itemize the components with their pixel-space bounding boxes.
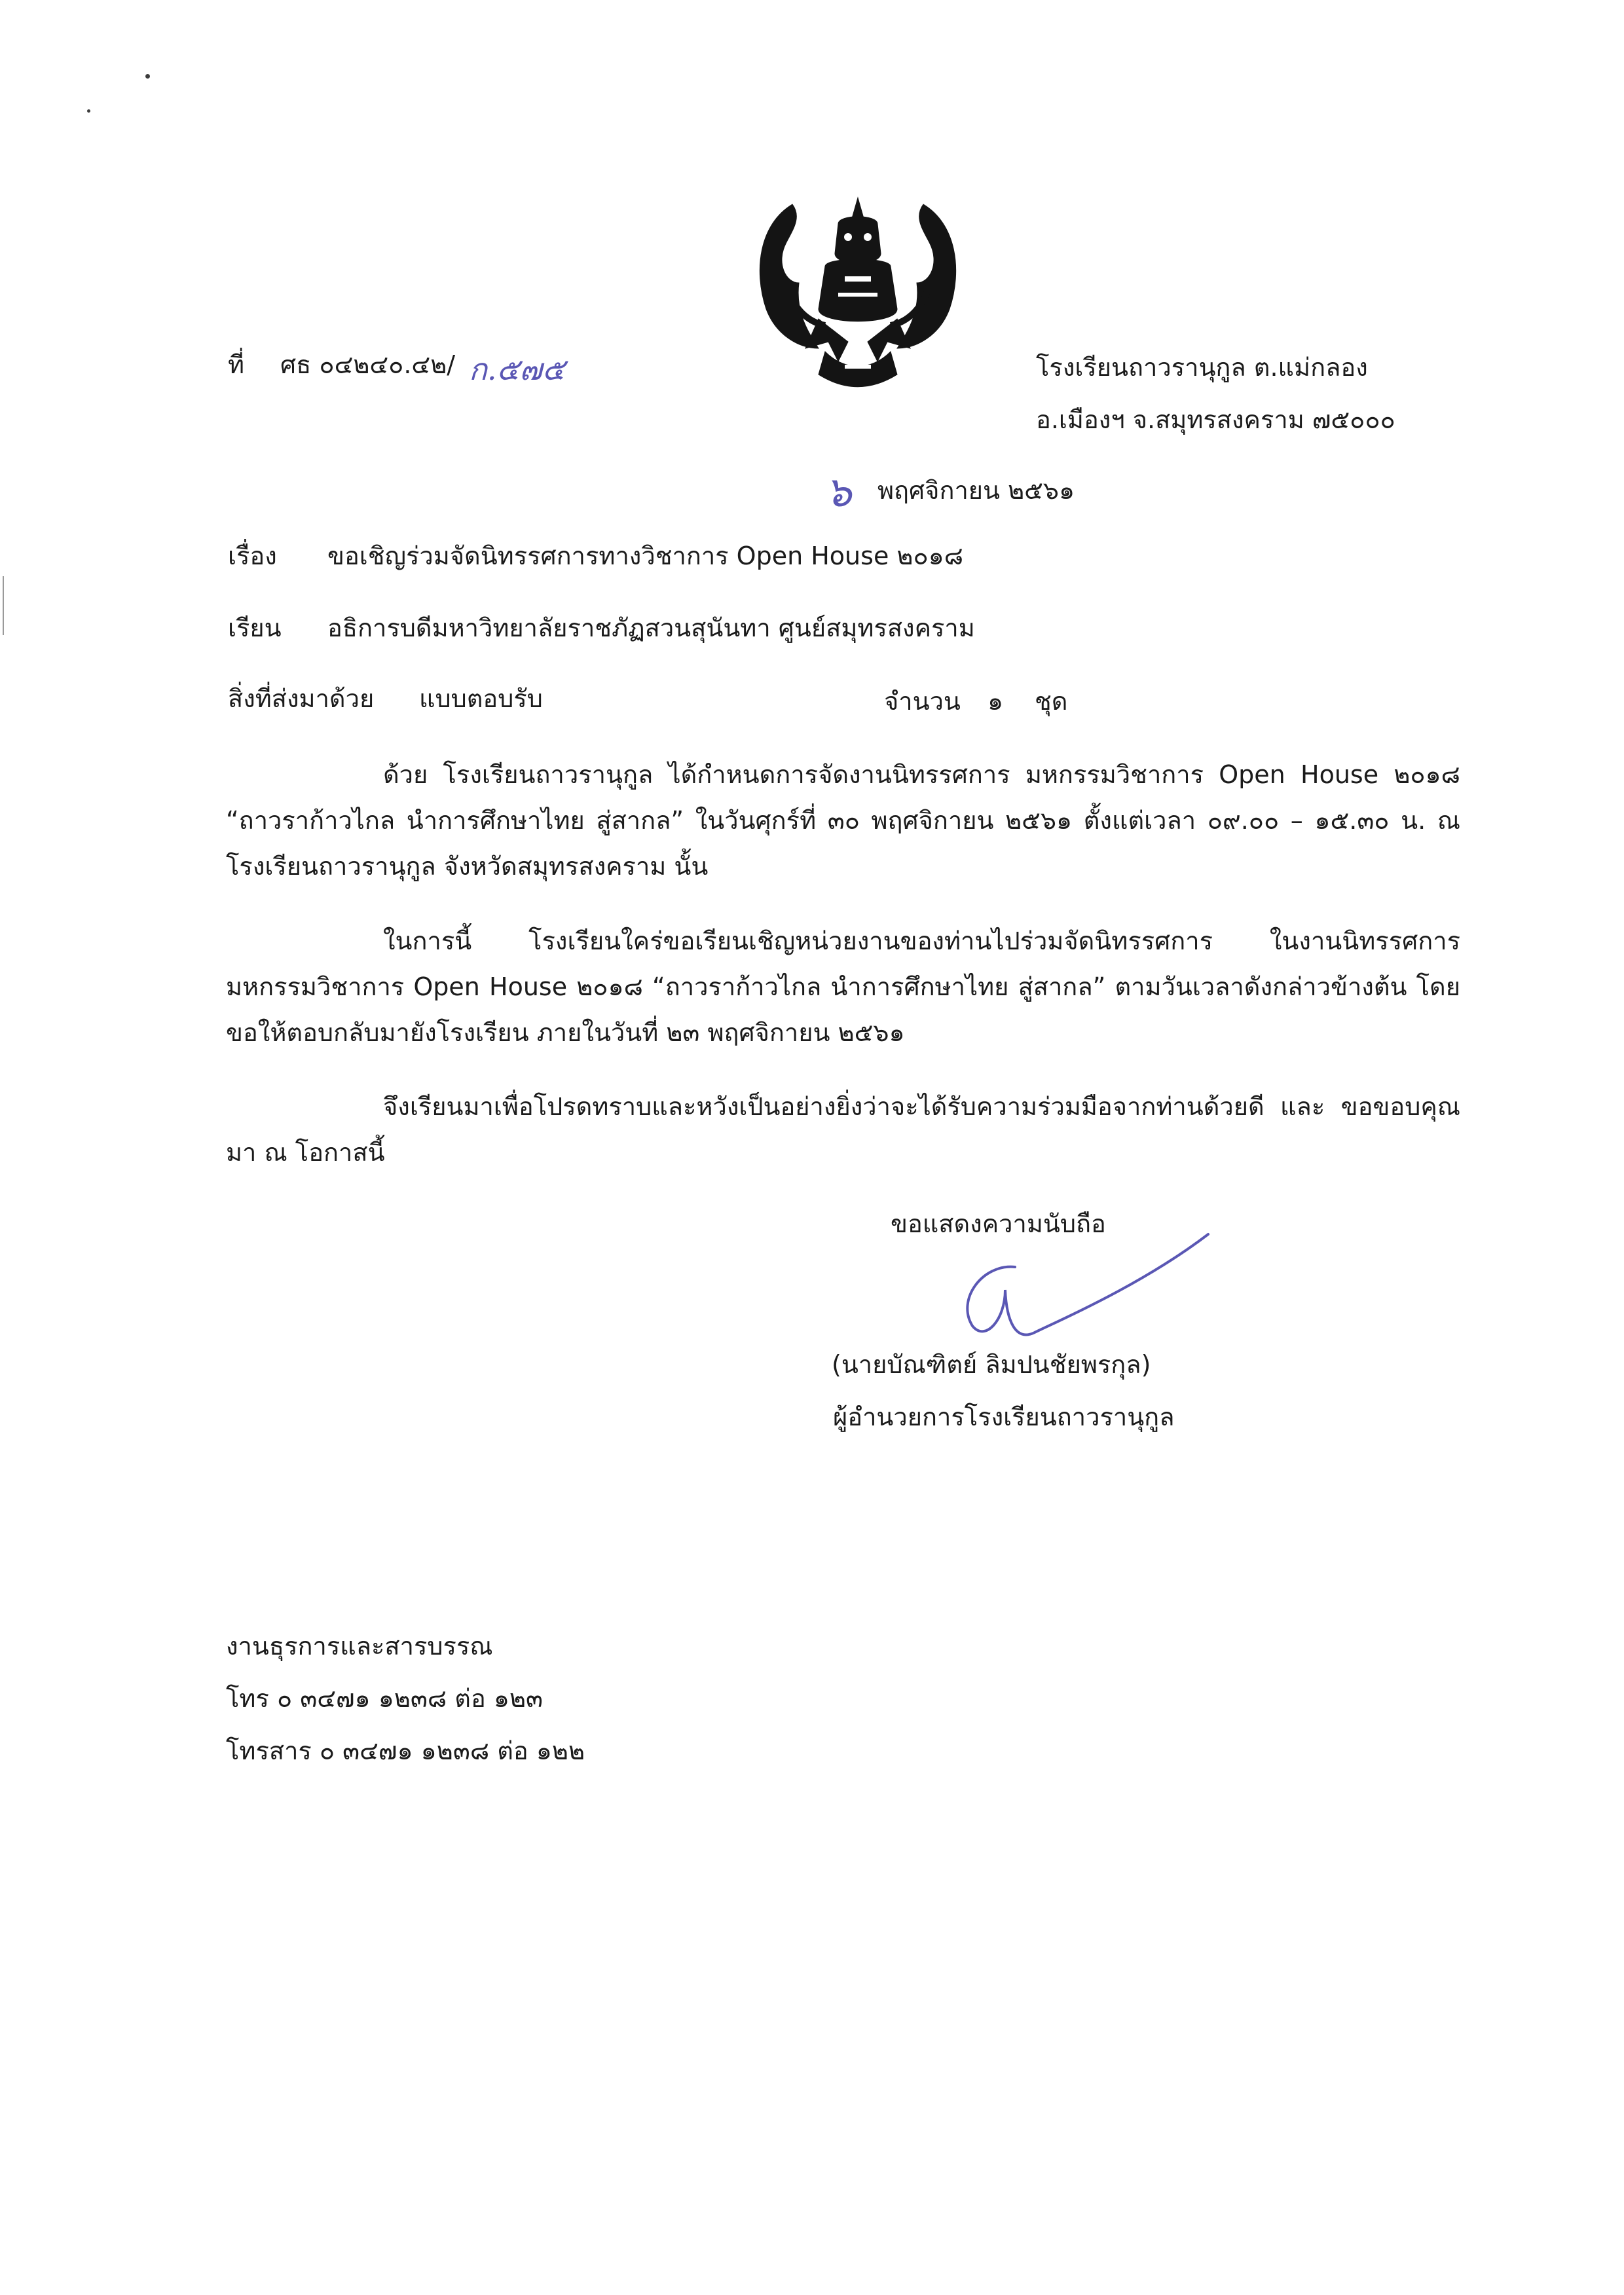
- reference-label: ที่: [228, 350, 245, 379]
- footer-department: งานธุรการและสารบรรณ: [226, 1632, 493, 1661]
- subject-value: ขอเชิญร่วมจัดนิทรรศการทางวิชาการ Open House ๒๐๑๘: [327, 542, 964, 570]
- enclosure-label: สิ่งที่ส่งมาด้วย: [228, 684, 375, 713]
- body-paragraph-2: ในการนี้ โรงเรียนใคร่ขอเรียนเชิญหน่วยงานของท่านไปร่วมจัดนิทรรศการ ในงานนิทรรศการ มหกรรมวิชาการ Open House ๒๐๑๘ “ถาวราก้าวไกล นำการศึกษาไทย สู่สากล” ตามวันเวลาดังกล่าวข้างต้น โดยขอให้ตอบกลับมายังโรงเรียน ภายในวันที่ ๒๓ พฤศจิกายน ๒๕๖๑: [226, 927, 1460, 1047]
- signer-name: (นายบัณฑิตย์ ลิมปนชัยพรกุล): [832, 1350, 1151, 1379]
- handwritten-signature: [943, 1228, 1218, 1359]
- scan-margin-line: [3, 576, 4, 635]
- quantity-unit: ชุด: [1035, 687, 1068, 716]
- date-month-year: พฤศจิกายน ๒๕๖๑: [877, 476, 1075, 505]
- scan-speck: [87, 109, 90, 113]
- garuda-emblem-icon: [747, 185, 969, 394]
- body-paragraph-1: ด้วย โรงเรียนถาวรานุกูล ได้กำหนดการจัดงานนิทรรศการ มหกรรมวิชาการ Open House ๒๐๑๘ “ถาวราก้าวไกล นำการศึกษาไทย สู่สากล” ในวันศุกร์ที่ ๓๐ พฤศจิกายน ๒๕๖๑ ตั้งแต่เวลา ๐๙.๐๐ – ๑๕.๓๐ น. ณ โรงเรียนถาวรานุกูล จังหวัดสมุทรสงคราม นั้น: [226, 760, 1460, 881]
- footer-phone: โทร ๐ ๓๔๗๑ ๑๒๓๘ ต่อ ๑๒๓: [226, 1684, 543, 1713]
- recipient-value: อธิการบดีมหาวิทยาลัยราชภัฏสวนสุนันทา ศูนย์สมุทรสงคราม: [327, 614, 975, 642]
- signer-title: ผู้อำนวยการโรงเรียนถาวรานุกูล: [833, 1403, 1175, 1431]
- scan-speck: [145, 74, 150, 79]
- sender-address-line1: โรงเรียนถาวรานุกูล ต.แม่กลอง: [1036, 353, 1368, 382]
- subject-label: เรื่อง: [228, 542, 277, 570]
- enclosure-value: แบบตอบรับ: [419, 684, 543, 713]
- quantity-label: จำนวน: [884, 687, 961, 716]
- closing-salutation: ขอแสดงความนับถือ: [891, 1209, 1106, 1238]
- body-paragraph-3: จึงเรียนมาเพื่อโปรดทราบและหวังเป็นอย่างยิ่งว่าจะได้รับความร่วมมือจากท่านด้วยดี และ ขอขอบคุณมา ณ โอกาสนี้: [226, 1092, 1460, 1167]
- reference-number: ศธ ๐๔๒๔๐.๔๒/: [280, 350, 456, 379]
- date-day-handwritten: ๖: [825, 468, 852, 517]
- footer-fax: โทรสาร ๐ ๓๔๗๑ ๑๒๓๘ ต่อ ๑๒๒: [226, 1736, 585, 1765]
- sender-address-line2: อ.เมืองฯ จ.สมุทรสงคราม ๗๕๐๐๐: [1036, 405, 1395, 434]
- reference-handwritten: ก.๕๗๕: [469, 352, 565, 387]
- recipient-label: เรียน: [228, 614, 282, 642]
- quantity-value: ๑: [987, 687, 1004, 716]
